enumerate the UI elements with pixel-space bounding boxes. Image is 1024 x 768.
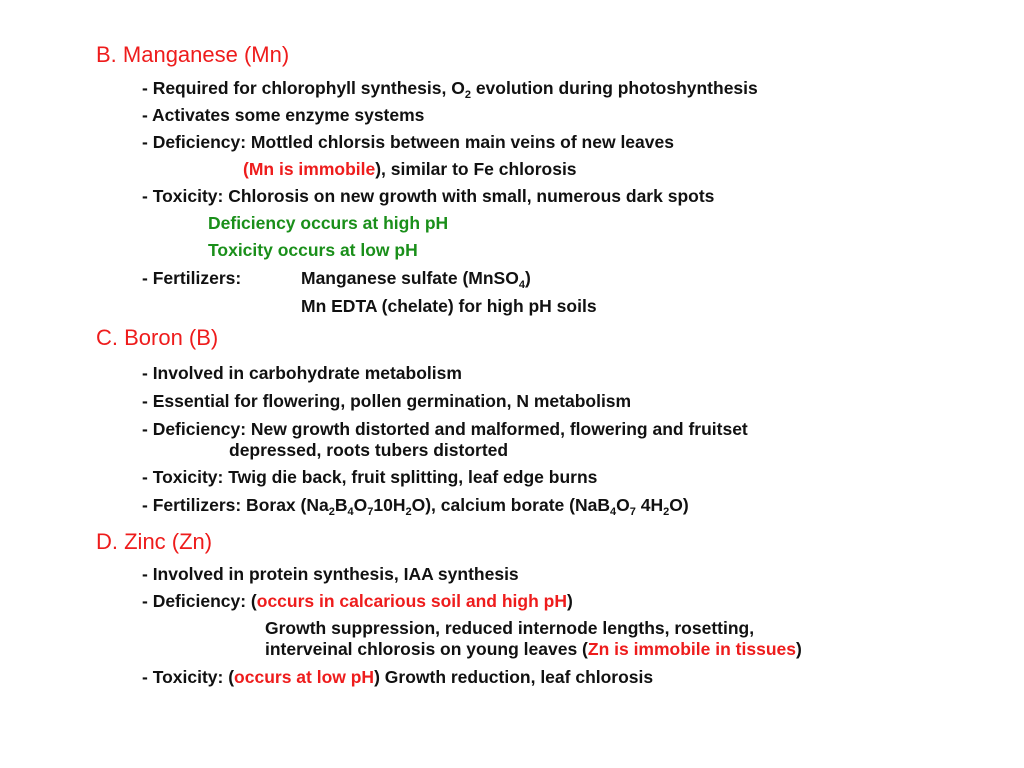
zn-line-deficiency	[142, 591, 573, 611]
mn-similar-fe: ), similar to Fe chlorosis	[375, 159, 577, 179]
zn-def-condition: occurs in calcarious soil and high pH	[256, 591, 567, 611]
zn-def-post: )	[566, 591, 573, 611]
mn-line-toxicity: - Toxicity: Chlorosis on new growth with small, numerous dark spots	[142, 186, 715, 206]
b-line-toxicity: - Toxicity: Twig die back, fruit splitting, leaf edge burns	[142, 467, 598, 487]
b-fert-s4: 2	[405, 506, 412, 518]
b-fert-s6: 7	[629, 506, 636, 518]
mn-line1-sub: 2	[464, 89, 471, 101]
b-fert-s7: 2	[663, 506, 670, 518]
heading-manganese: B. Manganese (Mn)	[96, 42, 290, 67]
zn-immobile-note: Zn is immobile in tissues	[587, 639, 796, 659]
b-line-carbohydrate: - Involved in carbohydrate metabolism	[142, 363, 462, 383]
mn-line1-post: evolution during photoshynthesis	[470, 78, 758, 98]
mn-fert1-sub: 4	[518, 279, 525, 291]
b-fert-f: O	[616, 495, 630, 515]
mn-fertilizer-edta: Mn EDTA (chelate) for high pH soils	[301, 296, 597, 316]
mn-deficiency-ph-note: Deficiency occurs at high pH	[208, 213, 449, 233]
zn-interveinal-post: )	[795, 639, 802, 659]
heading-boron: C. Boron (B)	[96, 325, 219, 350]
mn-toxicity-ph-note: Toxicity occurs at low pH	[208, 240, 418, 260]
mn-immobile-note: Mn is immobile	[248, 159, 376, 179]
b-fert-s1: 2	[328, 506, 335, 518]
b-fert-b: B	[334, 495, 348, 515]
zn-tox-post: ) Growth reduction, leaf chlorosis	[374, 667, 654, 687]
b-fert-d: 10H	[373, 495, 406, 515]
zn-line-growth: Growth suppression, reduced internode lengths, rosetting,	[265, 618, 755, 638]
zn-tox-pre: - Toxicity: (	[142, 667, 235, 687]
zn-line-protein: - Involved in protein synthesis, IAA synthesis	[142, 564, 519, 584]
zn-line-interveinal	[265, 639, 802, 659]
b-fert-s5: 4	[609, 506, 617, 518]
b-fert-e: O), calcium borate (NaB	[411, 495, 610, 515]
zn-line-toxicity	[142, 667, 653, 687]
mn-fertilizer-sulfate	[301, 268, 531, 291]
b-fert-g: 4H	[635, 495, 664, 515]
mn-line-deficiency: - Deficiency: Mottled chlorsis between main veins of new leaves	[142, 132, 674, 152]
mn-fert1-post: )	[524, 268, 531, 288]
mn-paren-open: (	[243, 159, 249, 179]
b-fert-s2: 4	[347, 506, 354, 518]
b-fert-h: O)	[669, 495, 689, 515]
b-line-deficiency-cont: depressed, roots tubers distorted	[229, 440, 509, 460]
b-line-deficiency: - Deficiency: New growth distorted and malformed, flowering and fruitset	[142, 419, 748, 439]
mn-line-immobile	[243, 159, 577, 179]
mn-line-chlorophyll	[142, 78, 758, 101]
zn-def-pre: - Deficiency: (	[142, 591, 257, 611]
b-fert-s3: 7	[367, 506, 374, 518]
heading-zinc: D. Zinc (Zn)	[96, 529, 213, 554]
mn-line-enzymes: - Activates some enzyme systems	[142, 105, 425, 125]
b-line-flowering: - Essential for flowering, pollen germination, N metabolism	[142, 391, 632, 411]
b-line-fertilizers	[142, 495, 689, 518]
mn-fert1-pre: Manganese sulfate (MnSO	[301, 268, 519, 288]
zn-interveinal-pre: interveinal chlorosis on young leaves (	[265, 639, 588, 659]
mn-line1-pre: - Required for chlorophyll synthesis, O	[142, 78, 465, 98]
b-fert-c: O	[353, 495, 368, 515]
zn-tox-condition: occurs at low pH	[234, 667, 375, 687]
b-fert-a: - Fertilizers: Borax (Na	[142, 495, 329, 515]
mn-fertilizer-label: - Fertilizers:	[142, 268, 242, 288]
